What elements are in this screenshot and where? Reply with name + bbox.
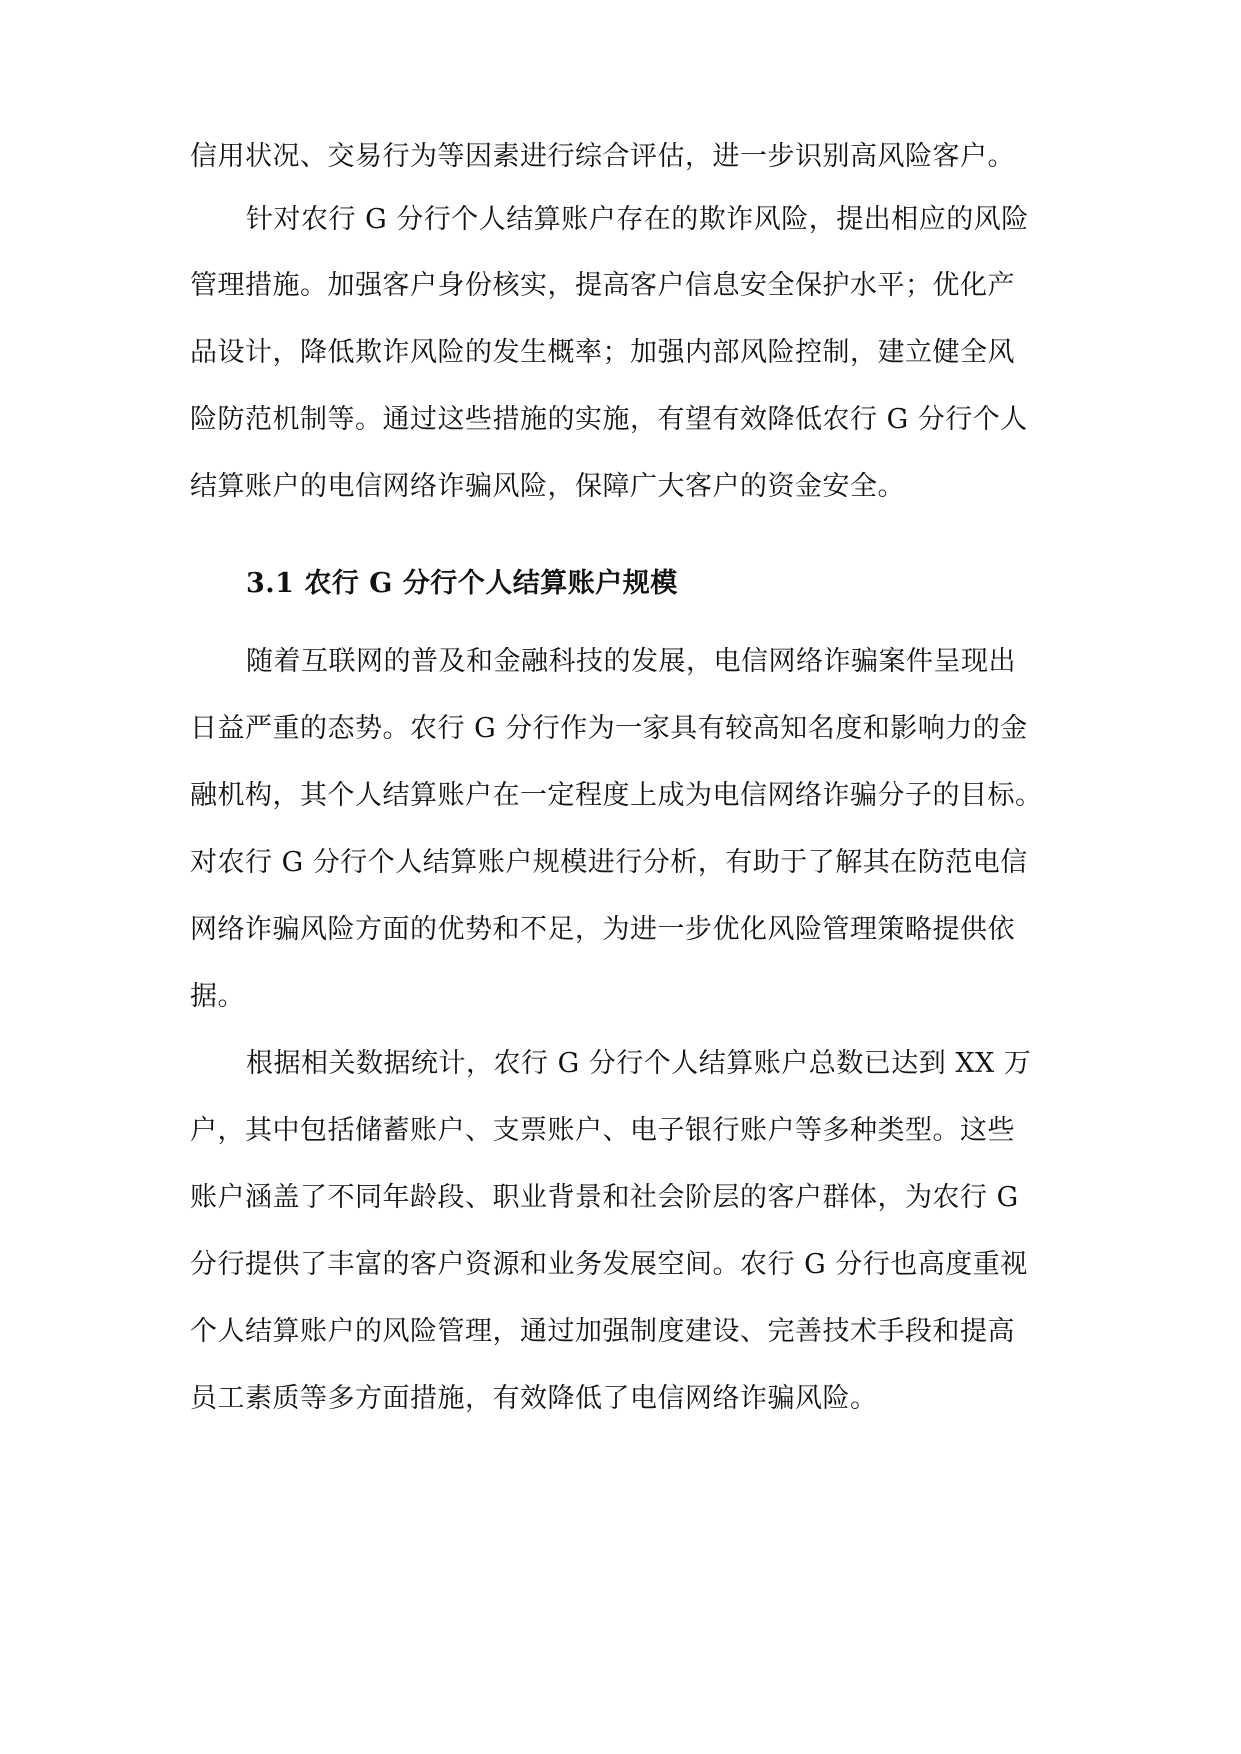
paragraph-line: 结算账户的电信网络诈骗风险，保障广大客户的资金安全。 (190, 471, 905, 502)
paragraph-line: 针对农行 G 分行个人结算账户存在的欺诈风险，提出相应的风险 (246, 204, 1029, 235)
paragraph-line: 日益严重的态势。农行 G 分行作为一家具有较高知名度和影响力的金 (190, 713, 1028, 744)
paragraph-line: 员工素质等多方面措施，有效降低了电信网络诈骗风险。 (190, 1383, 878, 1414)
paragraph-line: 户，其中包括储蓄账户、支票账户、电子银行账户等多种类型。这些 (190, 1115, 1015, 1146)
paragraph-line: 对农行 G 分行个人结算账户规模进行分析，有助于了解其在防范电信 (190, 847, 1028, 878)
paragraph-line: 管理措施。加强客户身份核实，提高客户信息安全保护水平；优化产 (190, 270, 1015, 301)
paragraph-line: 个人结算账户的风险管理，通过加强制度建设、完善技术手段和提高 (190, 1316, 1015, 1347)
paragraph-line: 根据相关数据统计，农行 G 分行个人结算账户总数已达到 XX 万 (246, 1048, 1032, 1079)
paragraph-line: 信用状况、交易行为等因素进行综合评估，进一步识别高风险客户。 (190, 141, 1015, 172)
paragraph-line: 险防范机制等。通过这些措施的实施，有望有效降低农行 G 分行个人 (190, 404, 1028, 435)
paragraph-line: 融机构，其个人结算账户在一定程度上成为电信网络诈骗分子的目标。 (190, 780, 1043, 811)
section-heading: 3.1 农行 G 分行个人结算账户规模 (246, 568, 678, 599)
paragraph-line: 网络诈骗风险方面的优势和不足，为进一步优化风险管理策略提供依 (190, 914, 1015, 945)
paragraph-line: 品设计，降低欺诈风险的发生概率；加强内部风险控制，建立健全风 (190, 337, 1015, 368)
paragraph-line: 随着互联网的普及和金融科技的发展，电信网络诈骗案件呈现出 (246, 646, 1016, 677)
paragraph-line: 分行提供了丰富的客户资源和业务发展空间。农行 G 分行也高度重视 (190, 1249, 1028, 1280)
paragraph-line: 据。 (190, 981, 245, 1012)
paragraph-line: 账户涵盖了不同年龄段、职业背景和社会阶层的客户群体，为农行 G (190, 1182, 1019, 1213)
